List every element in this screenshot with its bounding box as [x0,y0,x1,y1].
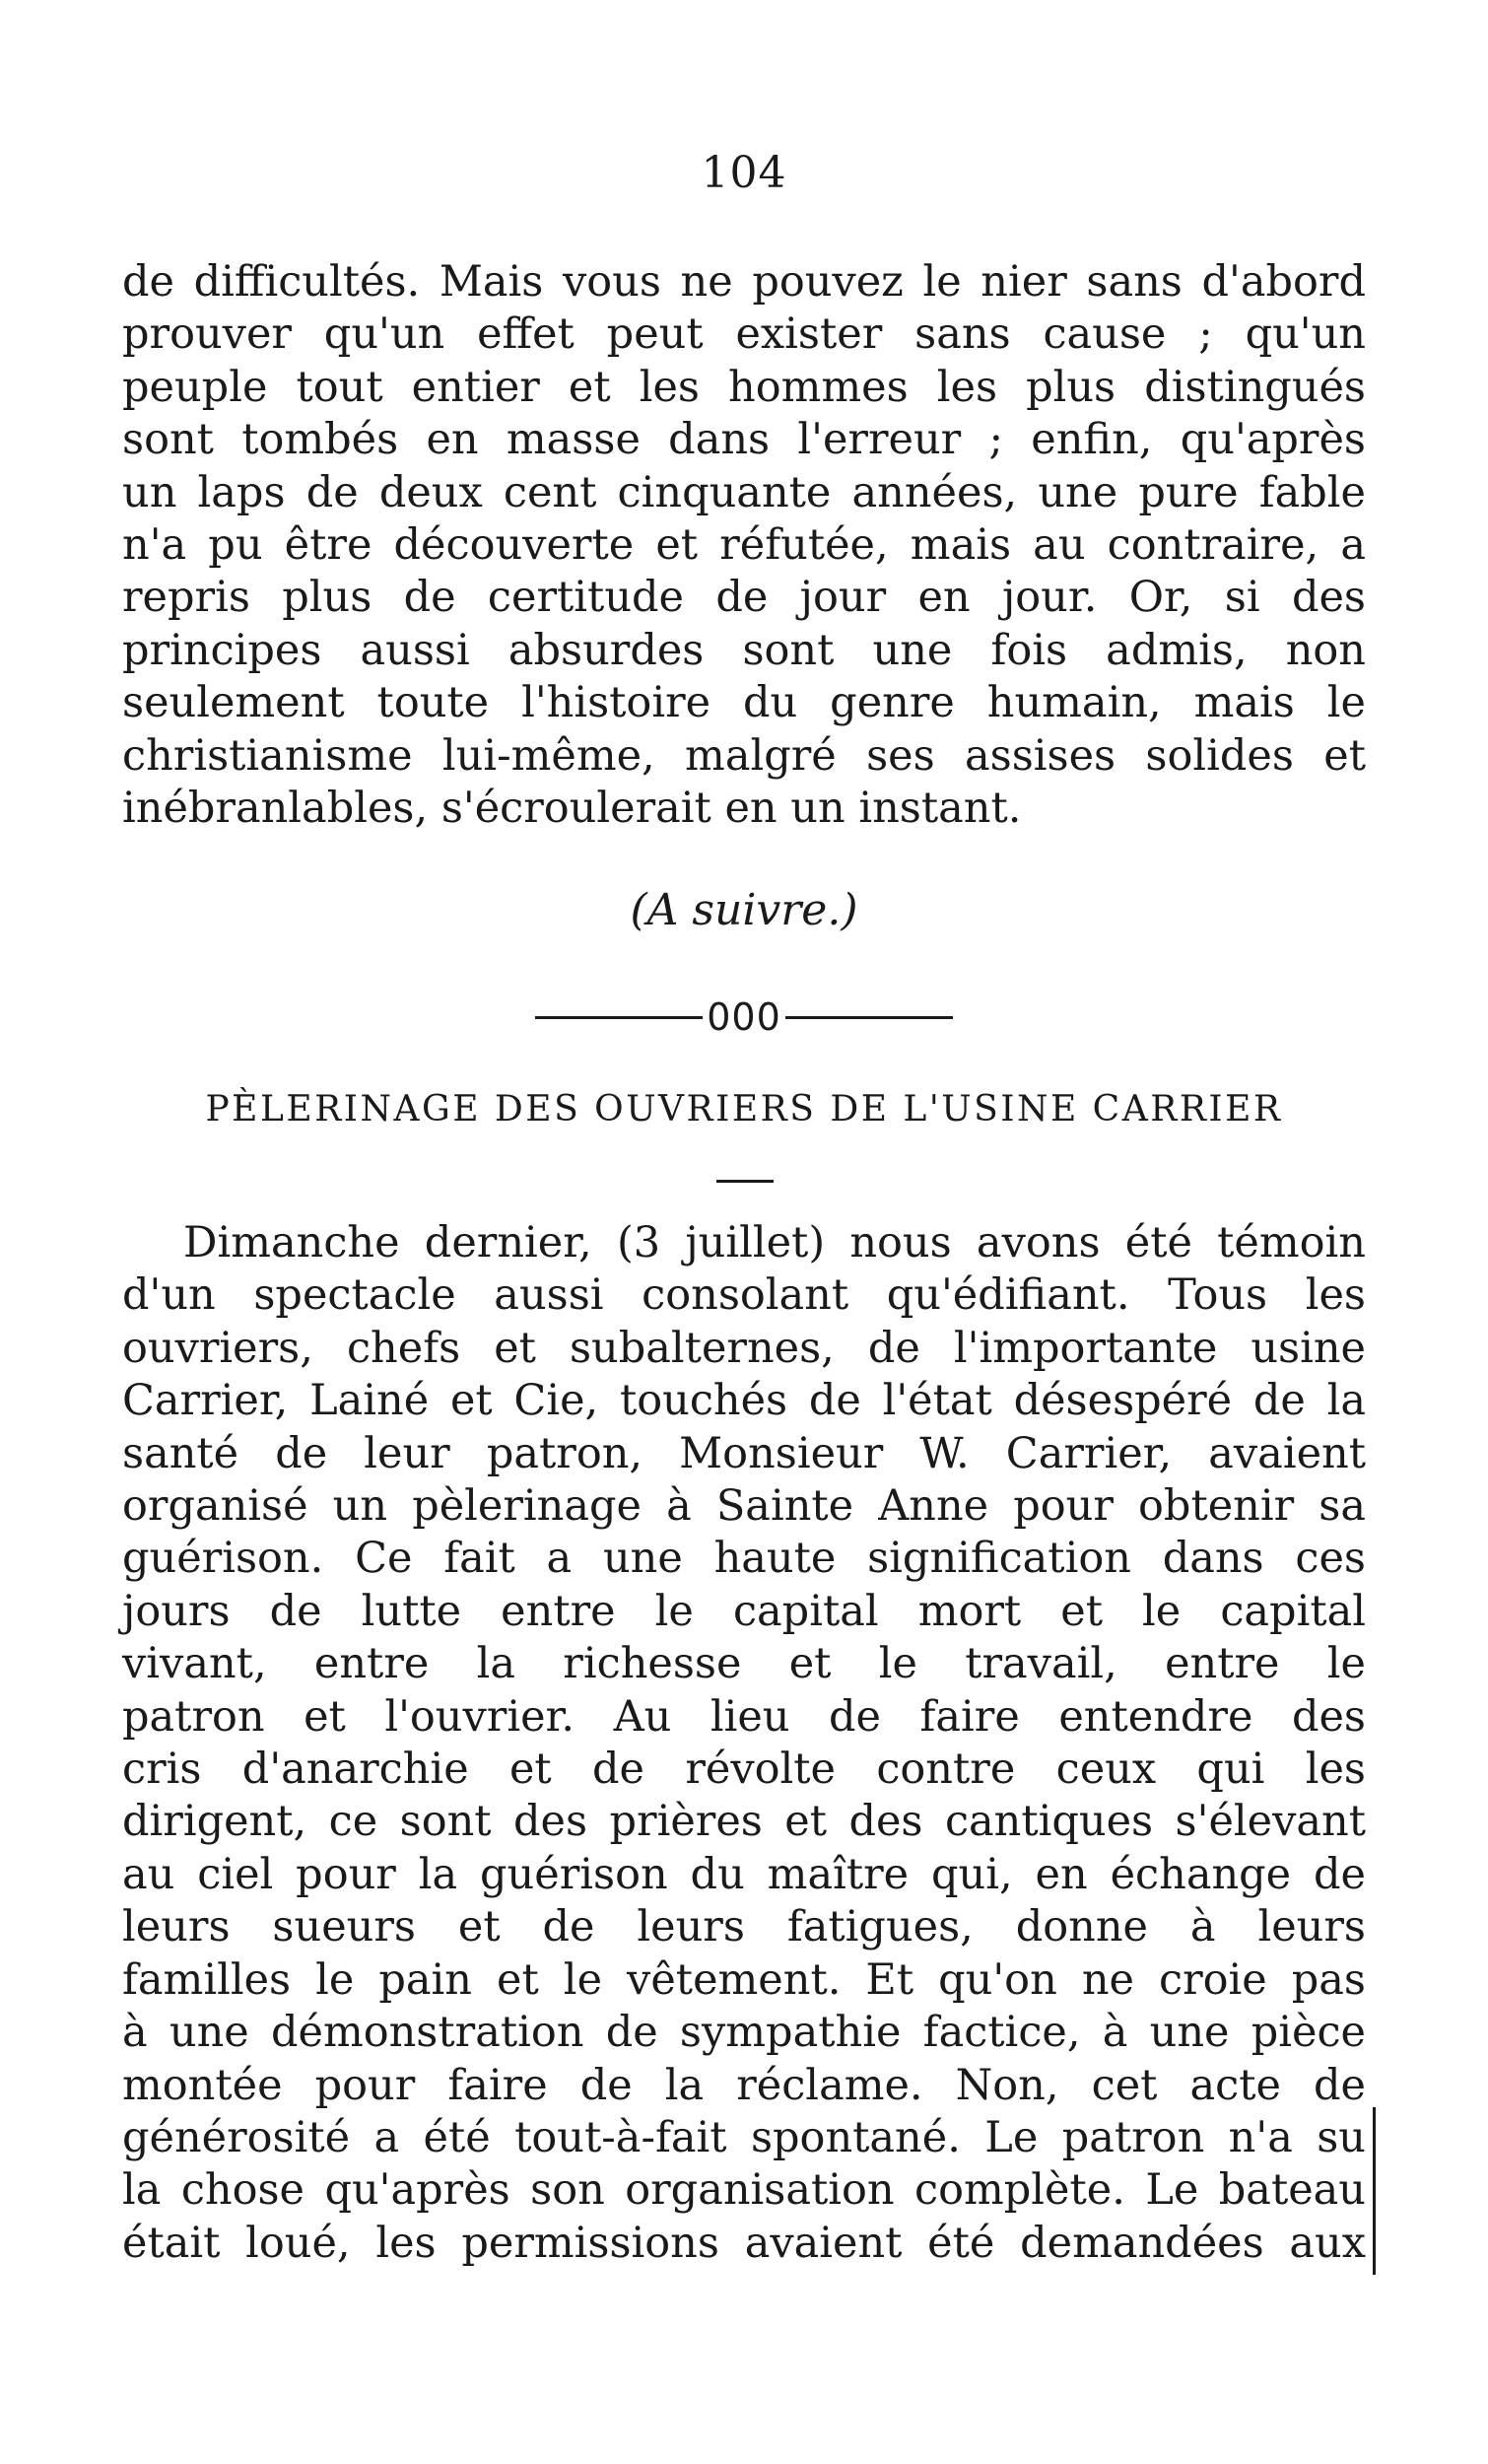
text-line: d'un spectacle aussi consolant qu'édifiant. Tous les [122,1270,1366,1321]
text-line: santé de leur patron, Monsieur W. Carrier, avaient [122,1428,1366,1478]
text-line: peuple tout entier et les hommes les plus distingués [122,362,1366,412]
page-number: 104 [701,148,787,198]
text-line: organisé un pèlerinage à Sainte Anne pour obtenir sa [122,1481,1366,1532]
section-separator [0,995,1488,1039]
text-line: leurs sueurs et de leurs fatigues, donne à leurs [122,1902,1366,1952]
text-line: ouvriers, chefs et subalternes, de l'importante usine [122,1323,1366,1373]
text-line: jours de lutte entre le capital mort et le capital [122,1586,1366,1636]
text-line: au ciel pour la guérison du maître qui, en échange de [122,1849,1366,1899]
text-line: repris plus de certitude de jour en jour. Or, si des [122,573,1366,623]
text-line: sont tombés en masse dans l'erreur ; enfin, qu'après [122,415,1366,465]
text-line: patron et l'ouvrier. Au lieu de faire entendre des [122,1691,1366,1742]
text-line: vivant, entre la richesse et le travail, entre le [122,1639,1366,1689]
text-line: seulement toute l'histoire du genre humain, mais le [122,678,1366,728]
separator-mark: 000 [707,995,781,1039]
continuation-note: (A suivre.) [630,885,858,935]
text-line: principes aussi absurdes sont une fois admis, non [122,625,1366,675]
text-line: dirigent, ce sont des prières et des cantiques s'élevant [122,1797,1366,1847]
text-line: christianisme lui-même, malgré ses assises solides et [122,730,1366,781]
text-line: de difficultés. Mais vous ne pouvez le nier sans d'abord [122,257,1366,307]
text-line: Dimanche dernier, (3 juillet) nous avons été témoin [183,1218,1366,1267]
text-line: guérison. Ce fait a une haute signification dans ces [122,1534,1366,1584]
separator-rule-right [785,1016,953,1019]
text-line: générosité a été tout-à-fait spontané. Le patron n'a su [122,2112,1366,2162]
text-line: était loué, les permissions avaient été demandées aux [122,2218,1366,2268]
text-line: un laps de deux cent cinquante années, une pure fable [122,467,1366,517]
section-1-paragraph [122,256,1366,835]
separator-rule-left [535,1016,703,1019]
text-line: inébranlables, s'écroulerait en un instant. [122,784,1022,834]
margin-bar [1373,2107,1376,2275]
article-paragraph [122,1217,1366,2270]
text-line: Carrier, Lainé et Cie, touchés de l'état désespéré de la [122,1376,1366,1426]
article-heading: PÈLERINAGE DES OUVRIERS DE L'USINE CARRIER [205,1089,1283,1129]
text-line: n'a pu être découverte et réfutée, mais au contraire, a [122,520,1366,571]
heading-rule [716,1180,774,1183]
text-line: la chose qu'après son organisation complète. Le bateau [122,2165,1366,2216]
text-line: à une démonstration de sympathie factice, à une pièce [122,2008,1366,2058]
text-line: cris d'anarchie et de révolte contre ceux qui les [122,1745,1366,1795]
text-line: prouver qu'un effet peut exister sans cause ; qu'un [122,309,1366,360]
text-line: montée pour faire de la réclame. Non, cet acte de [122,2060,1366,2110]
text-line: familles le pain et le vêtement. Et qu'on ne croie pas [122,1954,1366,2005]
